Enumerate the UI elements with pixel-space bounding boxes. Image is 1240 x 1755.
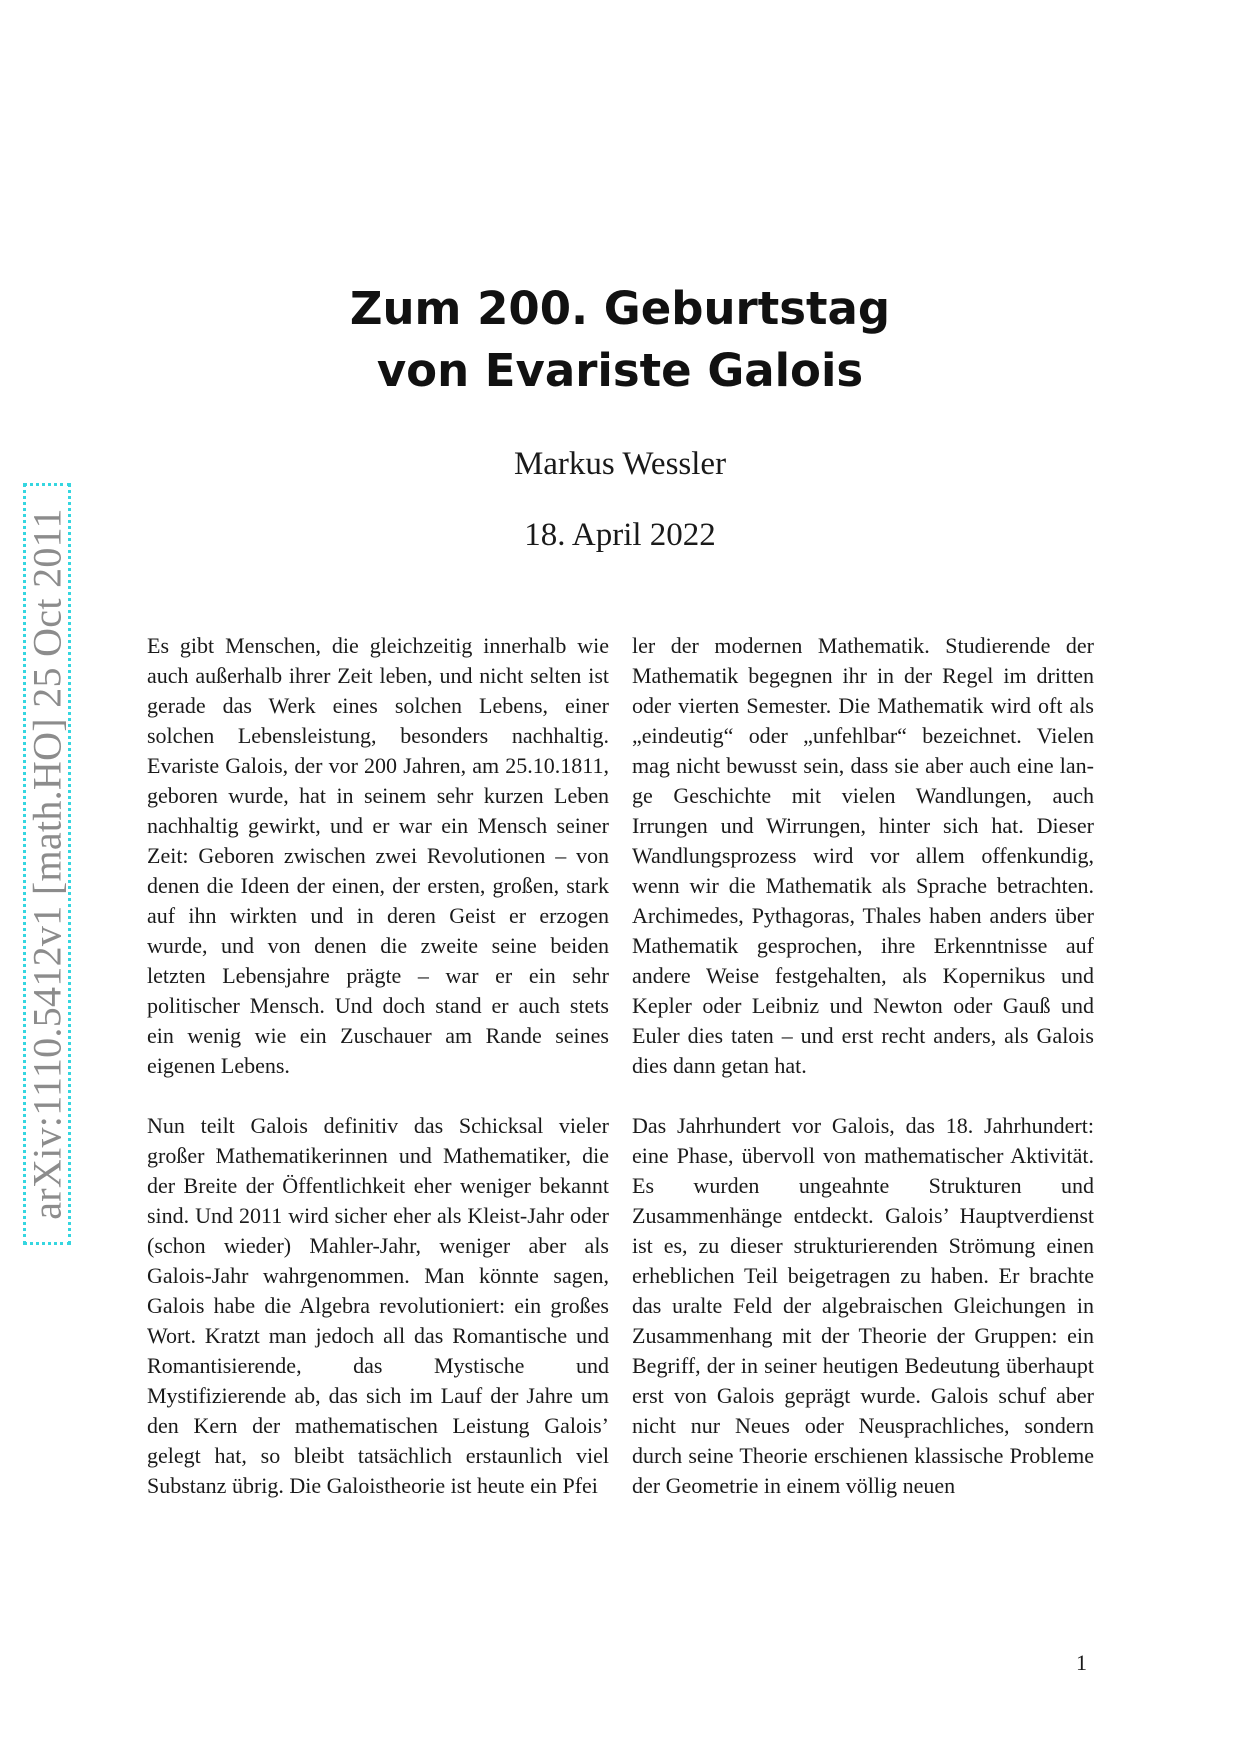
right-column [632,631,1094,1501]
paragraph: Das Jahrhundert vor Galois, das 18. Jahrhundert: eine Phase, übervoll von mathematischer Aktivität. Es wurden ungeahnte Strukturen und Zusammenhänge entdeckt. Galois’ Hauptverdienst ist es, zu dieser strukturierenden Strömung einen erheblichen Teil beigetragen zu haben. Er brachte das uralte Feld der algebraischen Gleichungen in Zusammenhang mit der Theorie der Gruppen: ein Begriff, der in seiner heutigen Bedeutung überhaupt erst von Galois geprägt wurde. Galois schuf aber nicht nur Neues oder Neusprachliches, sondern durch seine Theorie erschienen klassische Probleme der Geometrie in einem völlig neuen [632,1113,1094,1498]
title-line-1: Zum 200. Geburtstag [349,282,891,335]
paper-title [0,278,1240,402]
paragraph: Nun teilt Galois definitiv das Schicksal vieler großer Mathematikerinnen und Mathematiker, die der Breite der Öffentlichkeit eher weniger bekannt sind. Und 2011 wird sicher eher als Kleist-Jahr oder (schon wieder) Mahler-Jahr, weniger aber als Galois-Jahr wahrgenommen. Man könnte sagen, Galois habe die Algebra revolutioniert: ein großes Wort. Kratzt man jedoch all das Romantische und Romantisierende, das Mystische und Mystifizierende ab, das sich im Lauf der Jahre um den Kern der mathematischen Leistung Galois’ gelegt hat, so bleibt tatsächlich erstaunlich viel Substanz übrig. Die Galoistheorie ist heute ein Pfei [147,1113,609,1498]
left-column [147,631,609,1501]
title-line-2: von Evariste Galois [376,344,864,397]
arxiv-stamp: arXiv:1110.5412v1 [math.HO] 25 Oct 2011 [24,508,70,1220]
publication-date: 18. April 2022 [524,517,716,553]
author-name: Markus Wessler [513,446,727,482]
paragraph: Es gibt Menschen, die gleichzeitig innerhalb wie auch außerhalb ihrer Zeit leben, und nicht selten ist gerade das Werk eines solchen Lebens, einer solchen Lebensleistung, besonders nachhaltig. Evariste Galois, der vor 200 Jahren, am 25.10.1811, geboren wurde, hat in seinem sehr kurzen Leben nachhaltig gewirkt, und er war ein Mensch seiner Zeit: Geboren zwischen zwei Revolutionen – von denen die Ideen der einen, der ersten, großen, stark auf ihn wirkten und in deren Geist er erzogen wurde, und von denen die zweite seine beiden letzten Lebensjahre prägte – war er ein sehr politischer Mensch. Und doch stand er auch stets ein wenig wie ein Zuschauer am Rande seines eigenen Lebens. [147,633,609,1078]
page-number: 1 [1076,1650,1087,1675]
paragraph: ler der modernen Mathematik. Studierende der Mathematik begegnen ihr in der Regel im dritten oder vierten Semester. Die Mathematik wird oft als „eindeutig“ oder „unfehlbar“ bezeichnet. Vielen mag nicht bewusst sein, dass sie aber auch eine lange Geschichte mit vielen Wandlungen, auch Irrungen und Wirrungen, hinter sich hat. Dieser Wandlungsprozess wird vor allem offenkundig, wenn wir die Mathematik als Sprache betrachten. Archimedes, Pythagoras, Thales haben anders über Mathematik gesprochen, ihre Erkenntnisse auf andere Weise festgehalten, als Kopernikus und Kepler oder Leibniz und Newton oder Gauß und Euler dies taten – und erst recht anders, als Galois dies dann getan hat. [632,633,1094,1078]
